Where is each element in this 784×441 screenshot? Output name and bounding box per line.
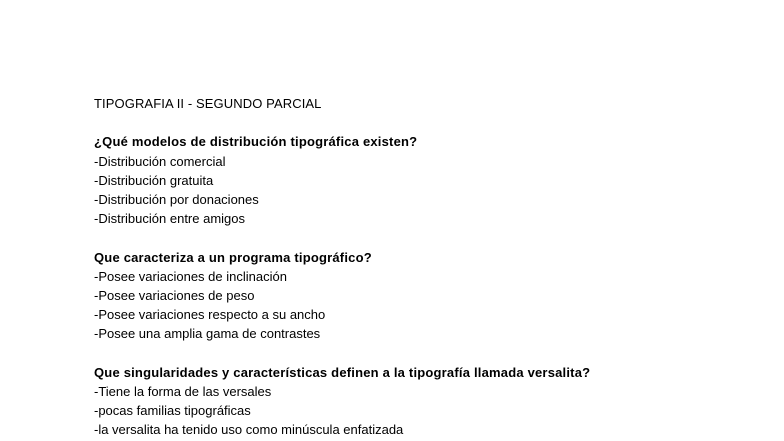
blank-line <box>94 113 754 132</box>
answer-item: -la versalita ha tenido uso como minúscula enfatizada <box>94 422 404 438</box>
question-2: Que caracteriza a un programa tipográfico? <box>94 249 372 265</box>
answer-item: -Distribución comercial <box>94 153 226 169</box>
answer-item: -Distribución entre amigos <box>94 211 246 227</box>
answer-item: -Posee variaciones respecto a su ancho <box>94 307 326 323</box>
answer-item: -Distribución por donaciones <box>94 191 259 207</box>
blank-line <box>94 343 754 362</box>
answer-item: -Posee variaciones de peso <box>94 287 255 303</box>
answer-item: -Posee variaciones de inclinación <box>94 268 287 284</box>
document-title: TIPOGRAFIA II - SEGUNDO PARCIAL <box>94 96 322 111</box>
answer-item: -Posee una amplia gama de contrastes <box>94 326 321 342</box>
answer-item: -Tiene la forma de las versales <box>94 383 272 399</box>
question-1: ¿Qué modelos de distribución tipográfica existen? <box>94 134 418 150</box>
answer-item: -Distribución gratuita <box>94 172 214 188</box>
answer-item: -pocas familias tipográficas <box>94 403 251 418</box>
question-3: Que singularidades y características definen a la tipografía llamada versalita? <box>94 364 591 380</box>
blank-line <box>94 228 754 247</box>
document-body <box>94 94 754 439</box>
